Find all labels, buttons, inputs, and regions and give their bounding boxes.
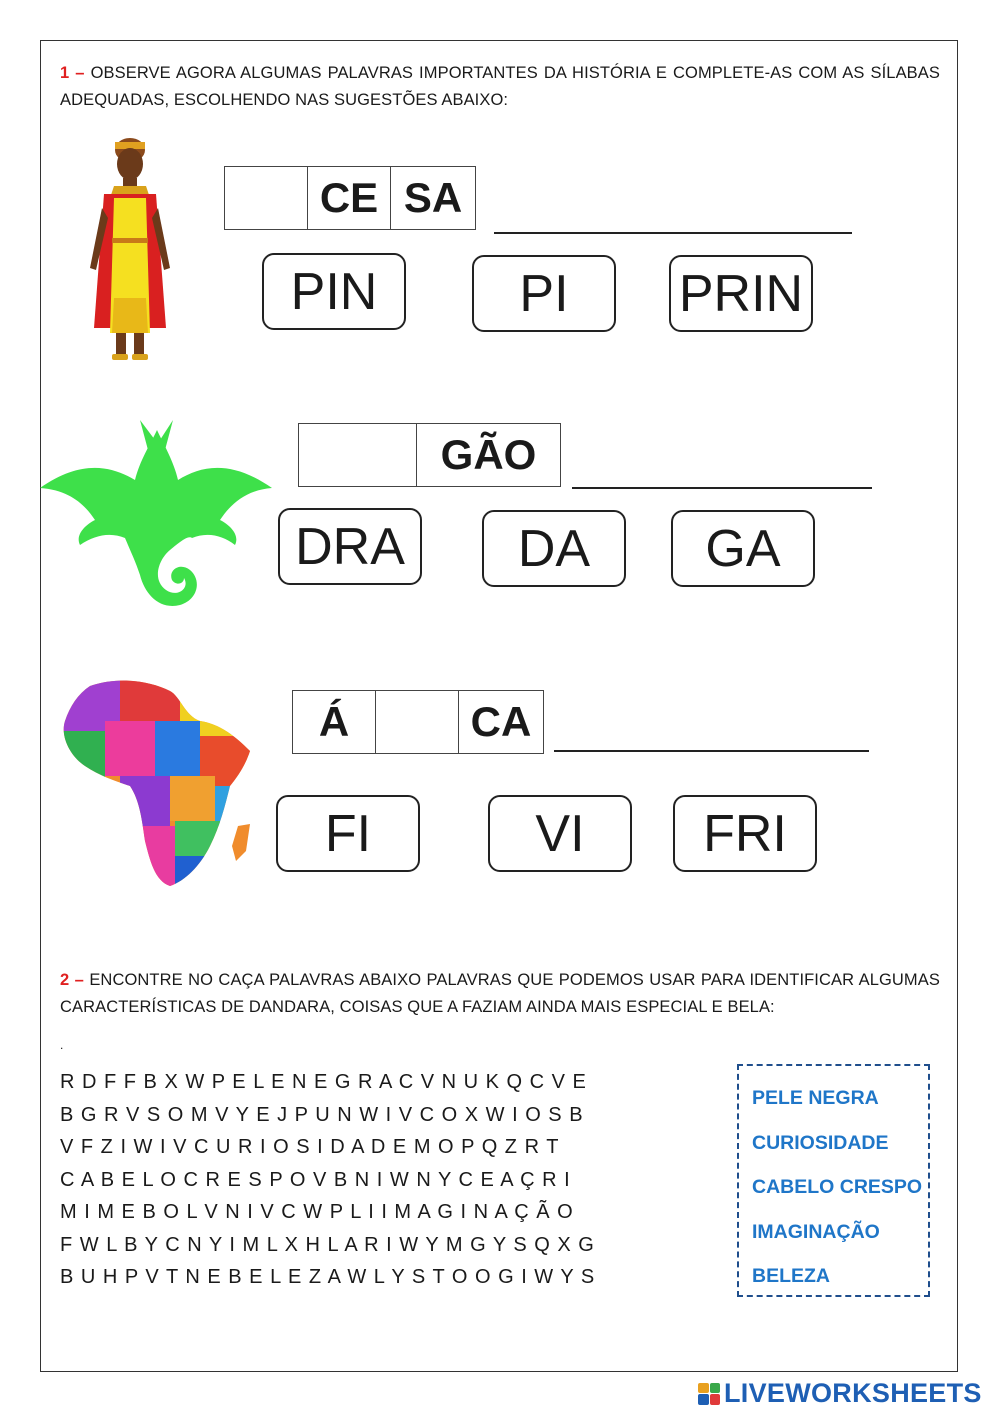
instruction-2-number: 2 – [60, 971, 84, 989]
syllable-blank-slot[interactable] [299, 424, 417, 486]
instruction-2-text: ENCONTRE NO CAÇA PALAVRAS ABAIXO PALAVRAS QUE PODEMOS USAR PARA IDENTIFICAR ALGUMAS CARACTERÍSTICAS DE DANDARA, COISAS QUE A FAZIAM AINDA MAIS ESPECIAL E BELA: [60, 971, 940, 1016]
syllable-row-2 [298, 423, 561, 487]
stray-dot: . [60, 1038, 64, 1052]
syllable-cell: CE [308, 167, 391, 229]
answer-line-3[interactable] [554, 750, 869, 752]
grid-row[interactable]: C A B E L O C R E S P O V B N I W N Y C E A Ç R I [60, 1168, 570, 1191]
syllable-blank-slot[interactable] [376, 691, 459, 753]
word-list-item: CURIOSIDADE [752, 1131, 889, 1154]
word-list-item: BELEZA [752, 1265, 830, 1287]
answer-line-1[interactable] [494, 232, 852, 234]
option-button[interactable]: DRA [278, 508, 422, 585]
africa-map-illustration [60, 676, 260, 891]
grid-row[interactable]: B G R V S O M V Y E J P U N W I V C O X W I O S B [60, 1103, 583, 1126]
dragon-illustration [40, 410, 275, 615]
grid-row[interactable]: M I M E B O L V N I V C W P L I I M A G I N A Ç Ã O [60, 1201, 573, 1223]
syllable-cell: GÃO [440, 431, 537, 478]
word-list-item: IMAGINAÇÃO [752, 1220, 880, 1243]
instruction-1-text: OBSERVE AGORA ALGUMAS PALAVRAS IMPORTANTES DA HISTÓRIA E COMPLETE-AS COM AS SÍLABAS ADEQUADAS, ESCOLHENDO NAS SUGESTÕES ABAIXO: [60, 64, 940, 109]
syllable-cell: Á [293, 691, 376, 753]
liveworksheets-icon [698, 1383, 720, 1405]
syllable-row-3 [292, 690, 544, 754]
option-button[interactable]: PI [472, 255, 616, 332]
instruction-1-number: 1 – [60, 64, 85, 82]
grid-row[interactable]: R D F F B X W P E L E N E G R A C V N U K Q C V E [60, 1071, 586, 1093]
word-list-box [737, 1064, 930, 1297]
answer-line-2[interactable] [572, 487, 872, 489]
option-button[interactable]: PIN [262, 253, 406, 330]
syllable-cell: SA [403, 174, 463, 221]
liveworksheets-logo [698, 1378, 982, 1409]
instruction-1 [60, 60, 940, 114]
syllable-blank-slot[interactable] [225, 167, 308, 229]
brand-name: LIVEWORKSHEETS [724, 1378, 982, 1408]
option-button[interactable]: PRIN [669, 255, 813, 332]
grid-row[interactable]: B U H P V T N E B E L E Z A W L Y S T O O G I W Y S [60, 1266, 595, 1288]
option-button[interactable]: VI [488, 795, 632, 872]
instruction-2 [60, 967, 940, 1021]
word-list-item: PELE NEGRA [752, 1087, 879, 1109]
word-search-grid[interactable] [60, 1066, 594, 1294]
princess-illustration [78, 128, 178, 368]
word-list-item: CABELO CRESPO [752, 1176, 923, 1198]
grid-row[interactable]: F W L B Y C N Y I M L X H L A R I W Y M G Y S Q X G [60, 1233, 594, 1256]
option-button[interactable]: FRI [673, 795, 817, 872]
option-button[interactable]: FI [276, 795, 420, 872]
syllable-row-1 [224, 166, 476, 230]
syllable-cell: CA [470, 698, 532, 745]
grid-row[interactable]: V F Z I W I V C U R I O S I D A D E M O P Q Z R T [60, 1136, 559, 1158]
option-button[interactable]: DA [482, 510, 626, 587]
option-button[interactable]: GA [671, 510, 815, 587]
